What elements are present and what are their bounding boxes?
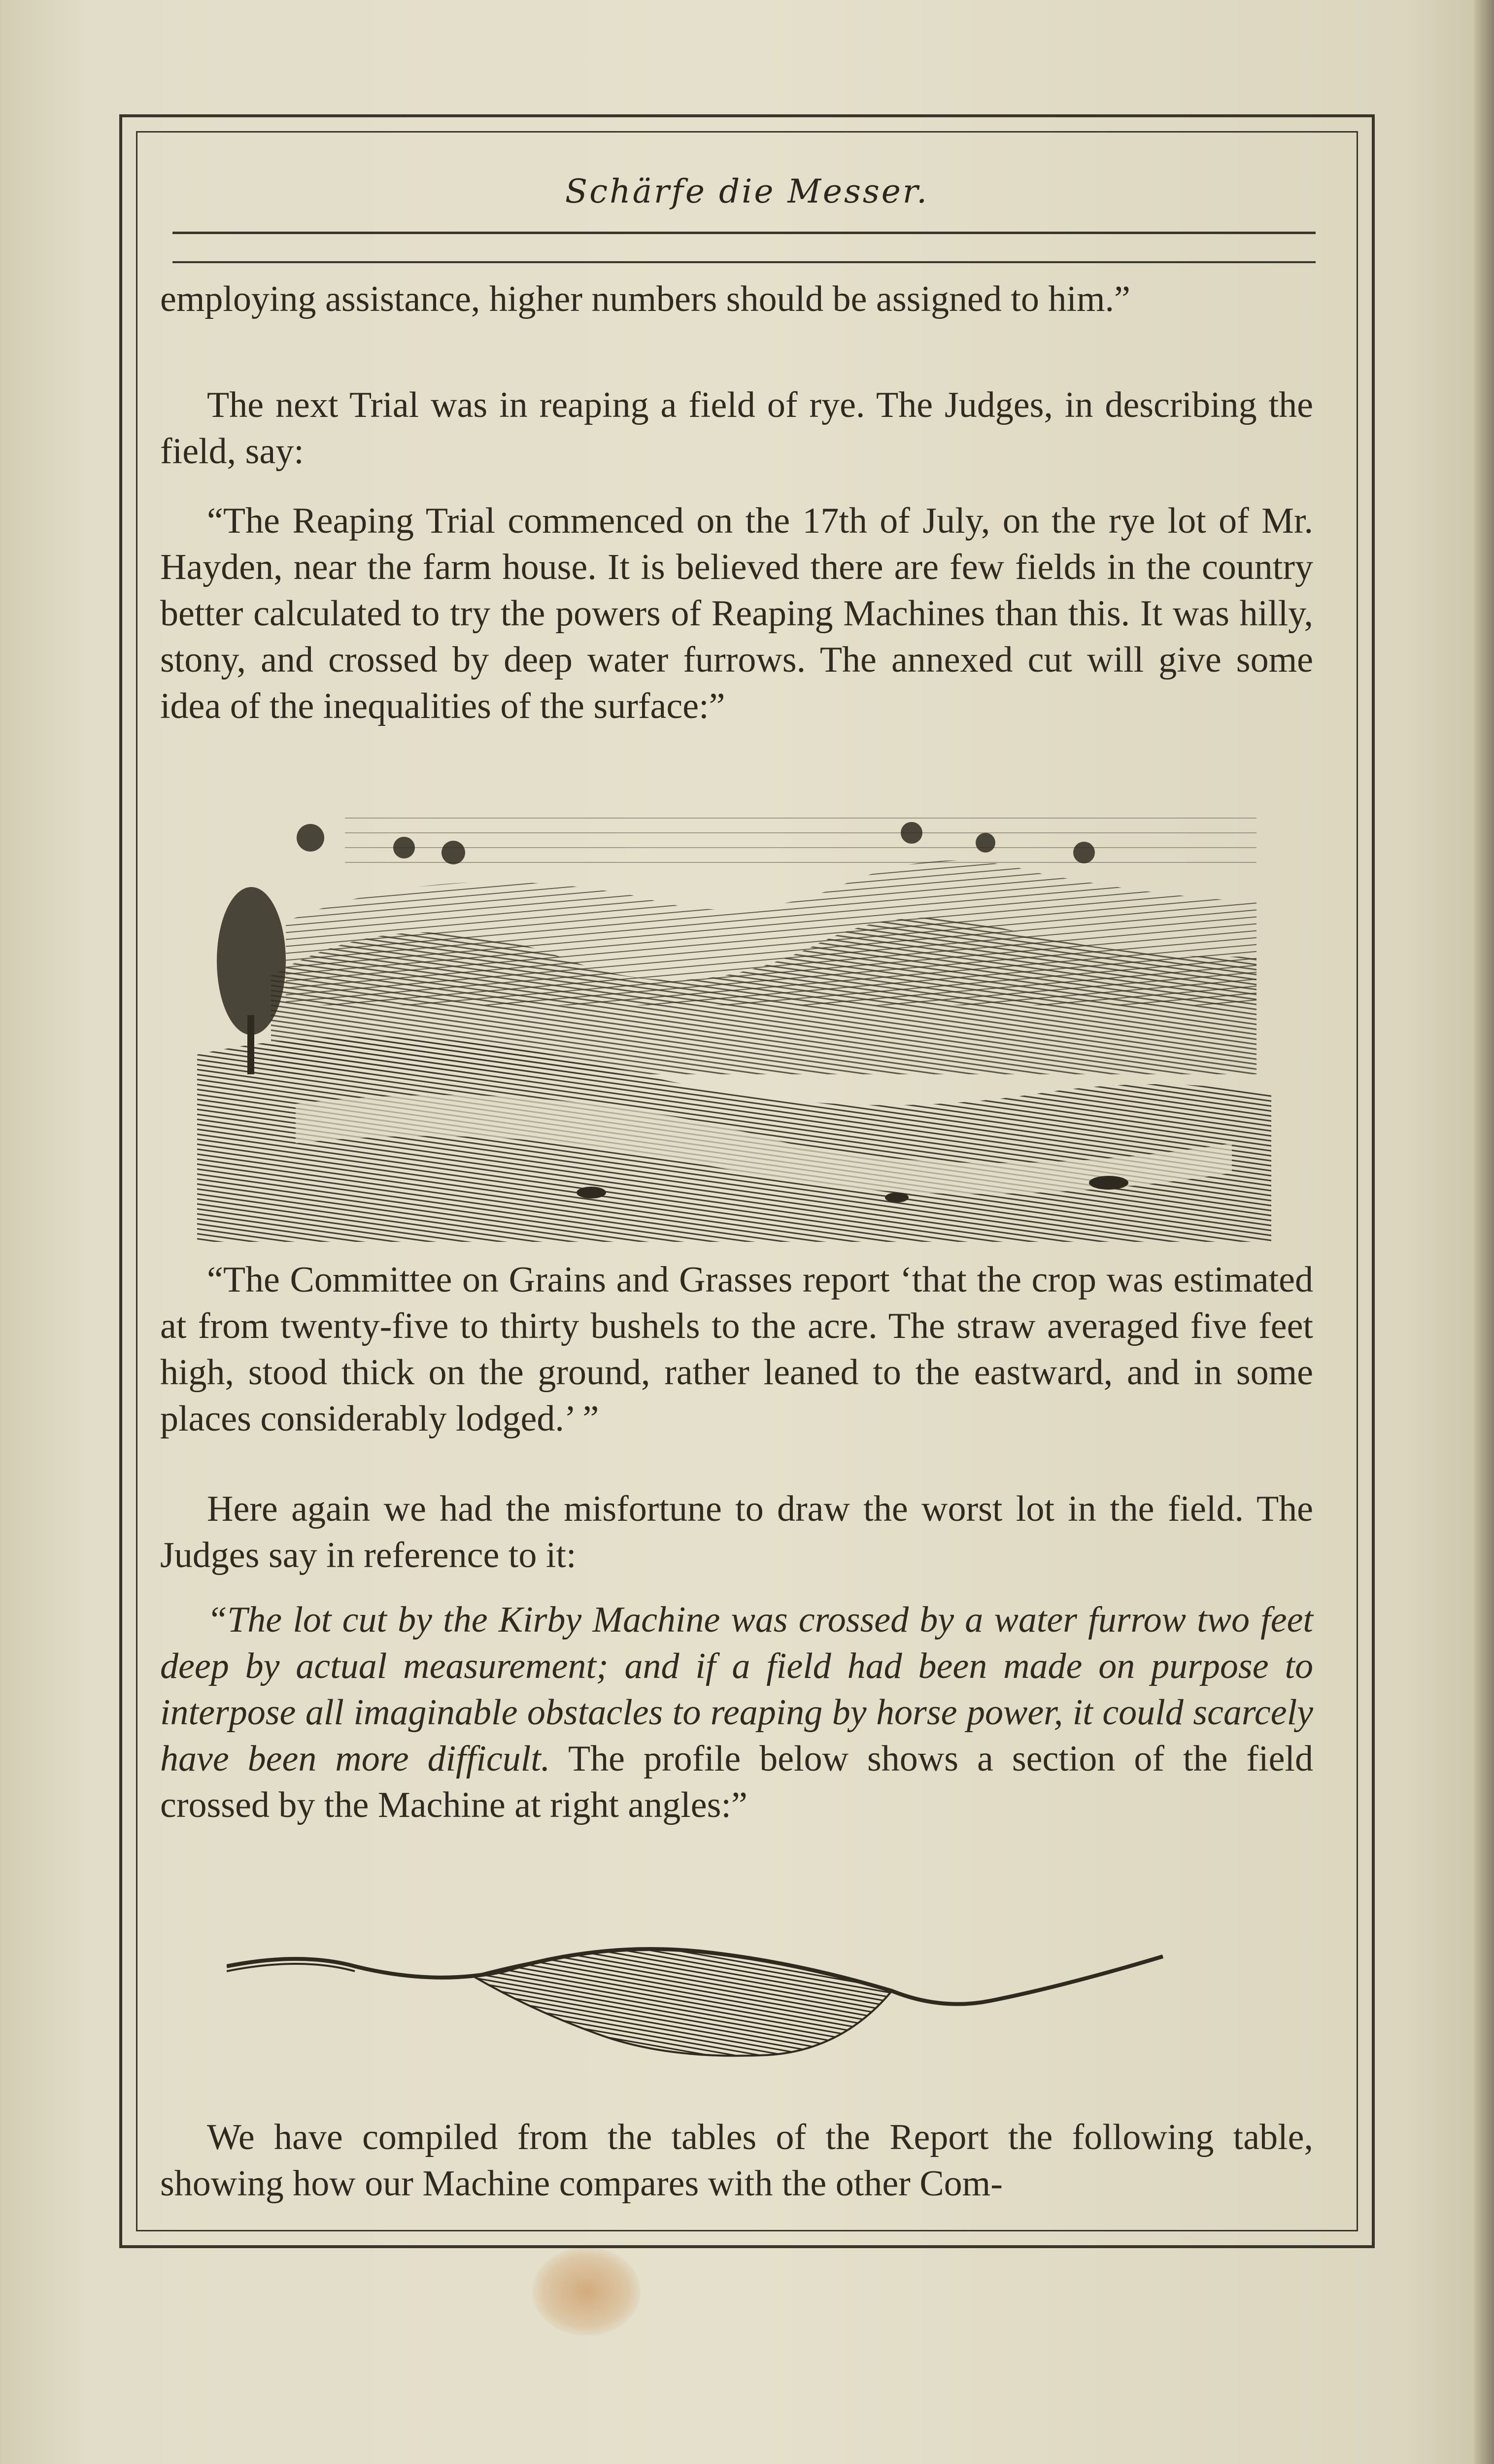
paragraph-misfortune	[160, 1486, 1313, 1578]
paragraph-committee-quote	[160, 1257, 1313, 1442]
header-rule-lower	[172, 261, 1316, 263]
paragraph-continuation	[160, 276, 1313, 322]
paragraph-reaping-trial-quote	[160, 498, 1313, 729]
foxing-stain	[532, 2247, 641, 2336]
paragraph-1: employing assistance, higher numbers should be assigned to him.”	[160, 279, 1130, 319]
paragraph-3: “The Reaping Trial commenced on the 17th of July, on the rye lot of Mr. Hayden, near the farm house. It is believed there are few fields in the country better calculated to try the powers of Reaping Machines than this. It was hilly, stony, and crossed by deep water furrows. The annexed cut will give some idea of the inequalities of the surface:”	[160, 501, 1313, 726]
paragraph-kirby-quote	[160, 1597, 1313, 1828]
running-head: Schärfe die Messer.	[565, 172, 929, 210]
paragraph-next-trial	[160, 382, 1313, 475]
paragraph-5: Here again we had the misfortune to draw the worst lot in the field. The Judges say in reference to it:	[160, 1489, 1313, 1575]
paragraph-compiled-table	[160, 2114, 1313, 2207]
paragraph-2: The next Trial was in reaping a field of rye. The Judges, in describing the field, say:	[160, 385, 1313, 472]
paragraph-7: We have compiled from the tables of the Report the following table, showing how our Machine compares with the other Com-	[160, 2117, 1313, 2204]
header-rule	[172, 232, 1316, 234]
field-profile-engraving	[227, 1937, 1173, 2065]
book-spine-edge	[1474, 0, 1494, 2464]
hilly-field-engraving	[197, 798, 1271, 1242]
paragraph-6-italic: “The lot cut by the Kirby Machine was crossed by a water furrow two feet deep by actual measurement; and if a field had been made on purpose to interpose all imaginable obstacles to reaping by horse power, it could scarcely have been more difficult.	[160, 1600, 1313, 1779]
paragraph-4: “The Committee on Grains and Grasses report ‘that the crop was estimated at from twenty-five to thirty bushels to the acre. The straw averaged five feet high, stood thick on the ground, rather leaned to the eastward, and in some places considerably lodged.’ ”	[160, 1260, 1313, 1439]
paragraph-6-roman: The profile below shows a section of the field crossed by the Machine at right angles:”	[160, 1739, 1313, 1825]
